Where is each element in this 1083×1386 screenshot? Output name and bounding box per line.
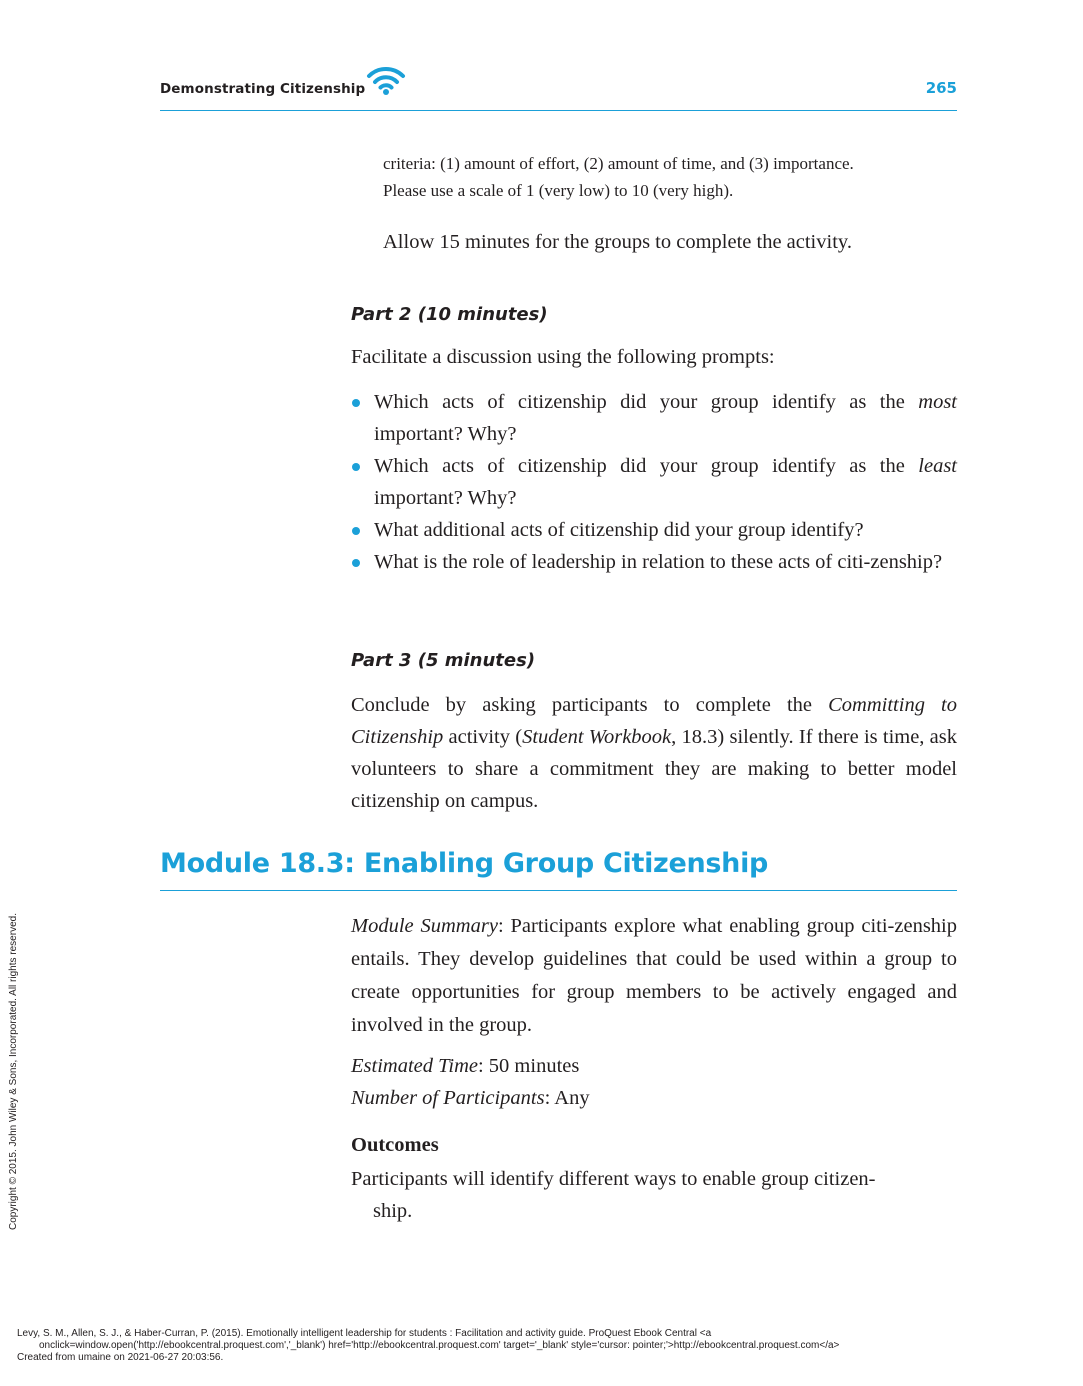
prompt-text: Which acts of citizenship did your group identify as the [374, 391, 919, 413]
bullet-icon [352, 463, 360, 471]
part-2-heading: Part 2 (10 minutes) [351, 304, 548, 325]
prompt-emphasis: most [918, 391, 957, 413]
citation-line: Created from umaine on 2021-06-27 20:03:56. [17, 1352, 224, 1363]
allow-time-text: Allow 15 minutes for the groups to complete the activity. [383, 231, 852, 253]
criteria-line: Please use a scale of 1 (very low) to 10 (very high). [383, 181, 734, 200]
citation-line: onclick=window.open('http://ebookcentral.proquest.com','_blank') href='http://ebookcentral.proquest.com' target='_blank' style='cursor: pointer;'>http://ebookcentral.proquest.com</a> [39, 1340, 840, 1351]
module-summary [351, 910, 957, 1042]
part-3-paragraph [351, 689, 957, 817]
workbook-name: Student Workbook [522, 726, 672, 748]
citation-footer [17, 1328, 839, 1364]
outcome-line: ship. [373, 1200, 413, 1222]
participants-label: Number of Participants [351, 1087, 545, 1109]
module-title: Module 18.3: Enabling Group Citizenship [160, 848, 769, 879]
part-3-heading: Part 3 (5 minutes) [351, 650, 536, 671]
list-item [351, 514, 957, 546]
activity-name: Committing to Citizenship [351, 694, 957, 748]
participants-value: : Any [544, 1087, 590, 1109]
criteria-line: criteria: (1) amount of effort, (2) amount of time, and (3) importance. [383, 154, 854, 173]
list-item [351, 546, 957, 578]
prompt-text: Which acts of citizenship did your group identify as the [374, 455, 919, 477]
criteria-block [383, 150, 963, 204]
outcomes-heading: Outcomes [351, 1134, 439, 1156]
number-of-participants [351, 1082, 590, 1114]
part-2-intro: Facilitate a discussion using the following prompts: [351, 346, 775, 368]
paragraph-text: , 18.3) silently. If there is time, ask volunteers to share a commitment they are making to better model citizenship on campus. [351, 726, 957, 812]
summary-label: Module Summary [351, 915, 498, 937]
list-item [351, 386, 957, 450]
outcome-text [351, 1163, 957, 1227]
discussion-prompts-list [351, 386, 957, 578]
prompt-text: important? Why? [374, 487, 517, 509]
paragraph-text: activity ( [443, 726, 523, 748]
citation-line: Levy, S. M., Allen, S. J., & Haber-Curran, P. (2015). Emotionally intelligent leadership for students : Facilitation and activity guide. ProQuest Ebook Central <a [17, 1328, 712, 1339]
page-header [160, 62, 957, 111]
module-heading-bar [160, 846, 957, 891]
time-value: : 50 minutes [477, 1055, 580, 1077]
copyright-notice: Copyright © 2015. John Wiley & Sons, Incorporated. All rights reserved. [8, 913, 19, 1230]
time-label: Estimated Time [351, 1055, 478, 1077]
outcome-line: Participants will identify different ways to enable group citizen- [351, 1168, 876, 1190]
paragraph-text: Conclude by asking participants to complete the [351, 694, 829, 716]
wifi-signal-icon [365, 64, 407, 96]
list-item [351, 450, 957, 514]
summary-text: : Participants explore what enabling group citi-zenship entails. They develop guidelines that could be used within a group to create opportunities for group members to be actively engaged and involved in the group. [351, 915, 957, 1036]
prompt-text: important? Why? [374, 423, 517, 445]
page-number: 265 [925, 79, 957, 97]
prompt-text: What additional acts of citizenship did your group identify? [374, 519, 864, 541]
bullet-icon [352, 399, 360, 407]
bullet-icon [352, 527, 360, 535]
bullet-icon [352, 559, 360, 567]
prompt-text: What is the role of leadership in relation to these acts of citi-zenship? [374, 551, 943, 573]
estimated-time [351, 1050, 579, 1082]
running-head: Demonstrating Citizenship [160, 81, 366, 97]
prompt-emphasis: least [918, 455, 957, 477]
